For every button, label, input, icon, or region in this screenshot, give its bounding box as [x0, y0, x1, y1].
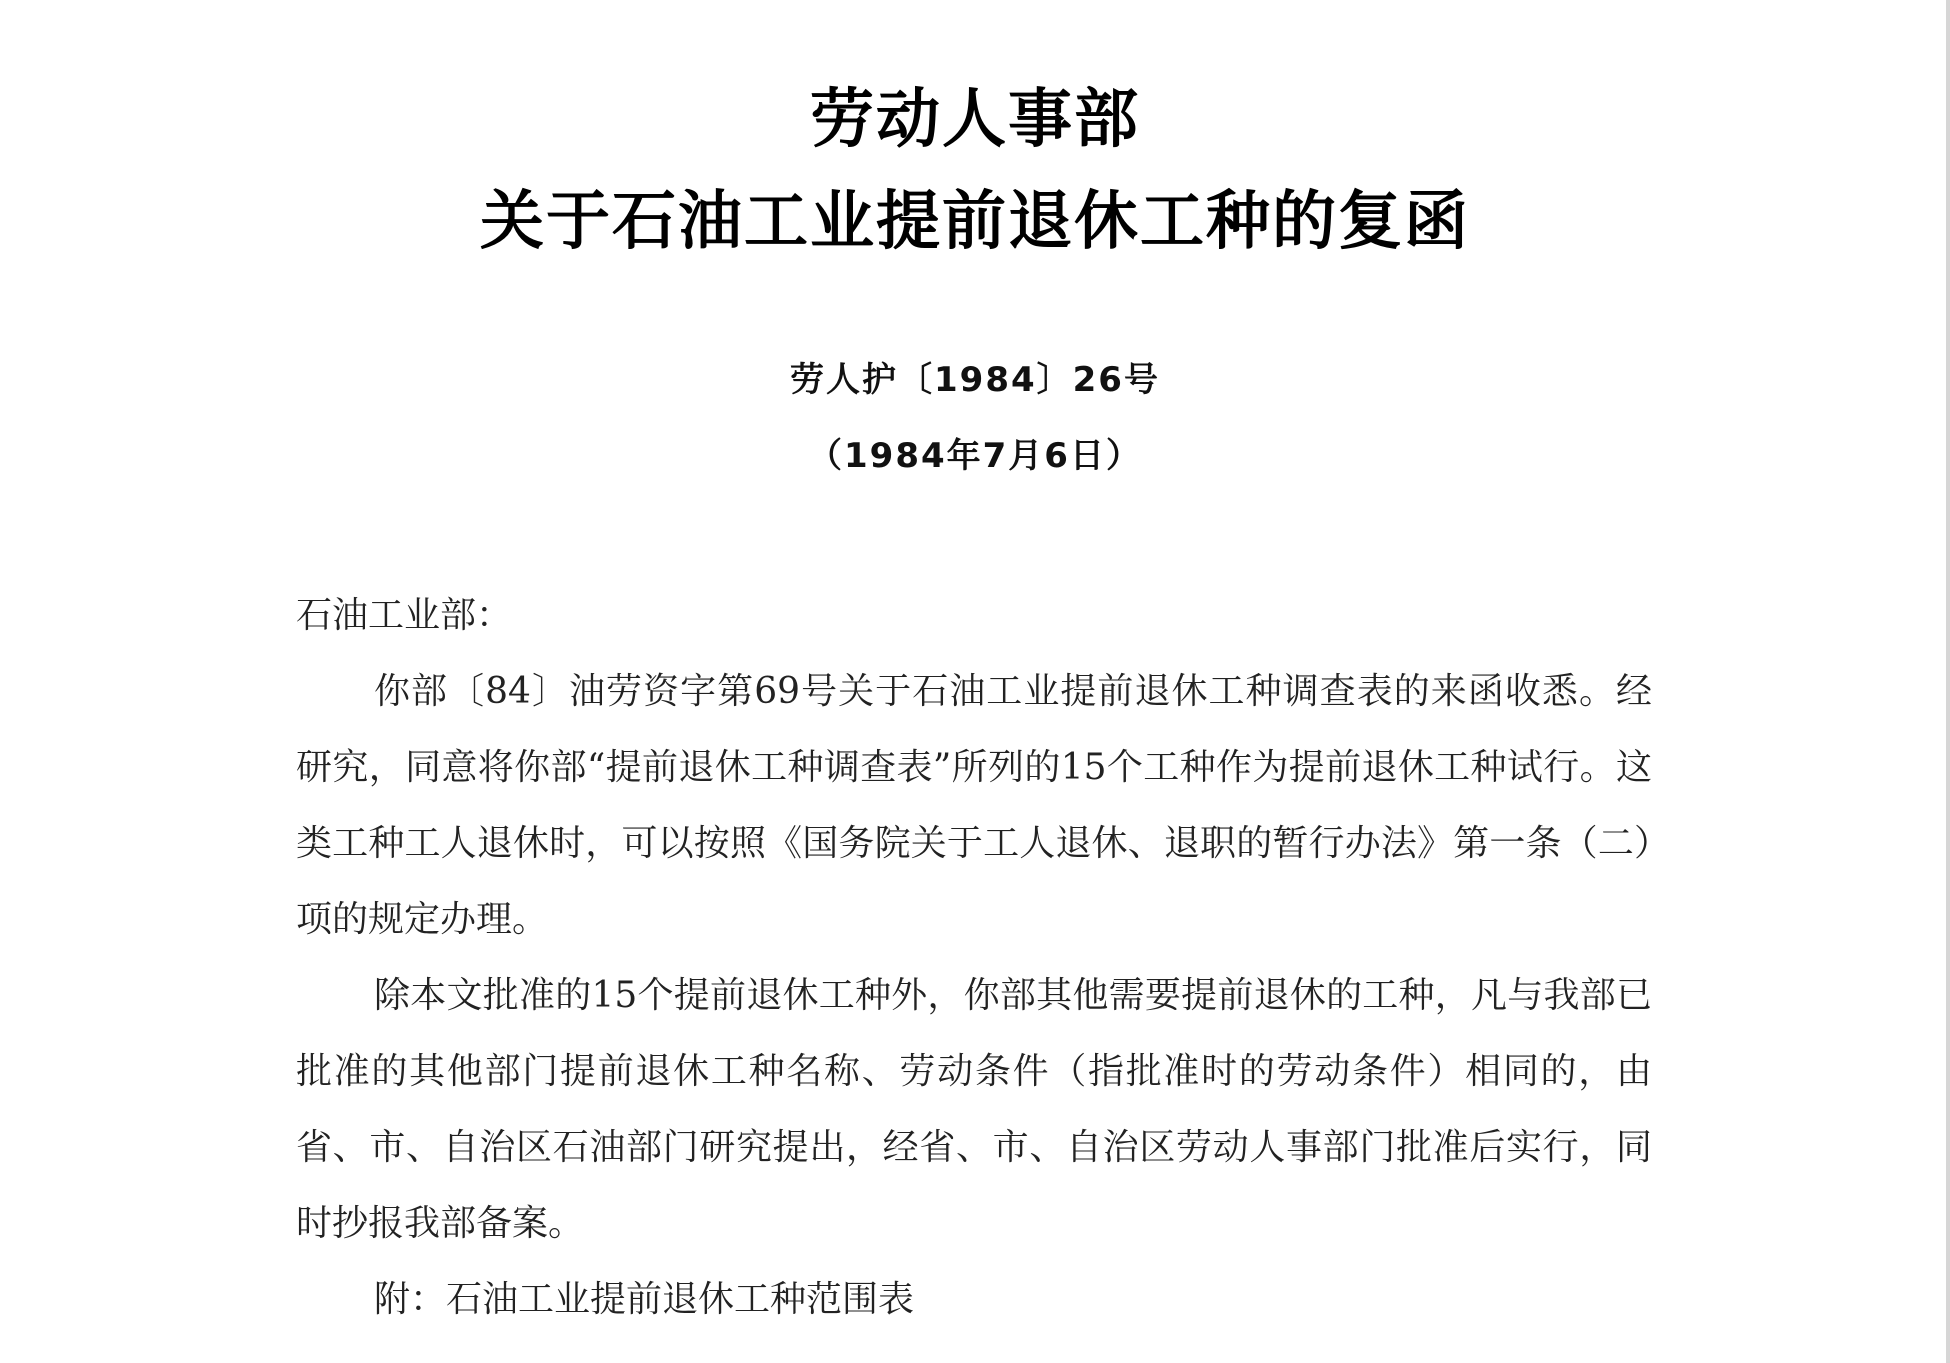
title-issuer: 劳动人事部: [810, 83, 1140, 157]
salutation: 石油工业部：: [296, 595, 513, 636]
document-number: 劳人护〔1984〕26号: [790, 360, 1160, 400]
title-subject: 关于石油工业提前退休工种的复函: [480, 185, 1470, 259]
paragraph-2: 除本文批准的15个提前退休工种外，你部其他需要提前退休的工种，凡与我部已批准的其他部门提前退休工种名称、劳动条件（指批准时的劳动条件）相同的，由省、市、自治区石油部门研究提出，经省、市、自治区劳动人事部门批准后实行，同时抄报我部备案。: [296, 975, 1652, 1244]
document-body: [296, 578, 1652, 1338]
attachment-note: 附：石油工业提前退休工种范围表: [374, 1279, 915, 1320]
paragraph-1: 你部〔84〕油劳资字第69号关于石油工业提前退休工种调查表的来函收悉。经研究，同意将你部“提前退休工种调查表”所列的15个工种作为提前退休工种试行。这类工种工人退休时，可以按照《国务院关于工人退休、退职的暂行办法》第一条（二）项的规定办理。: [296, 671, 1652, 940]
document-date: （1984年7月6日）: [808, 436, 1142, 476]
